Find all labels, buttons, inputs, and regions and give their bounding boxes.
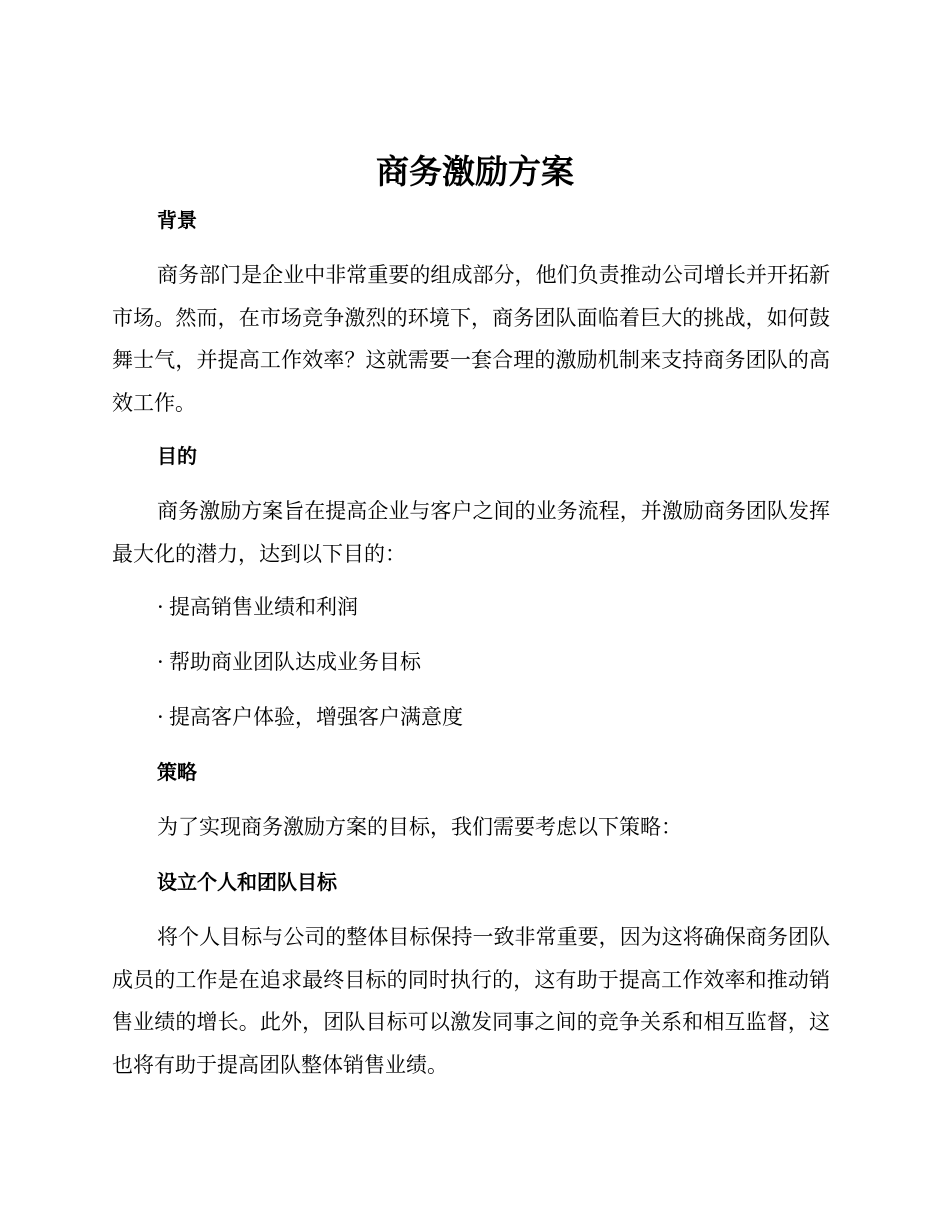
bullet-text: 提高销售业绩和利润 — [169, 595, 358, 619]
bullet-item — [157, 702, 463, 732]
strategy-intro: 为了实现商务激励方案的目标，我们需要考虑以下策略： — [157, 815, 682, 839]
bullet-dot-icon: · — [157, 595, 164, 619]
goals-paragraph: 将个人目标与公司的整体目标保持一致非常重要，因为这将确保商务团队成员的工作是在追求最终目标的同时执行的，这有助于提高工作效率和推动销售业绩的增长。此外，团队目标可以激发同事之间的竞争关系和相互监督，这也将有助于提高团队整体销售业绩。 — [112, 925, 830, 1077]
subsection-heading-goals: 设立个人和团队目标 — [157, 870, 337, 894]
section-heading-purpose: 目的 — [157, 444, 197, 468]
document-title: 商务激励方案 — [376, 152, 574, 191]
bullet-text: 提高客户体验，增强客户满意度 — [169, 705, 463, 729]
section-heading-background: 背景 — [157, 208, 197, 232]
background-paragraph: 商务部门是企业中非常重要的组成部分，他们负责推动公司增长并开拓新市场。然而，在市场竞争激烈的环境下，商务团队面临着巨大的挑战，如何鼓舞士气，并提高工作效率？这就需要一套合理的激励机制来支持商务团队的高效工作。 — [112, 263, 830, 415]
bullet-text: 帮助商业团队达成业务目标 — [169, 650, 421, 674]
bullet-dot-icon: · — [157, 650, 164, 674]
section-heading-strategy: 策略 — [157, 760, 197, 784]
bullet-item — [157, 647, 421, 677]
purpose-paragraph: 商务激励方案旨在提高企业与客户之间的业务流程，并激励商务团队发挥最大化的潜力，达到以下目的： — [112, 499, 830, 566]
bullet-item — [157, 592, 358, 622]
bullet-dot-icon: · — [157, 705, 164, 729]
